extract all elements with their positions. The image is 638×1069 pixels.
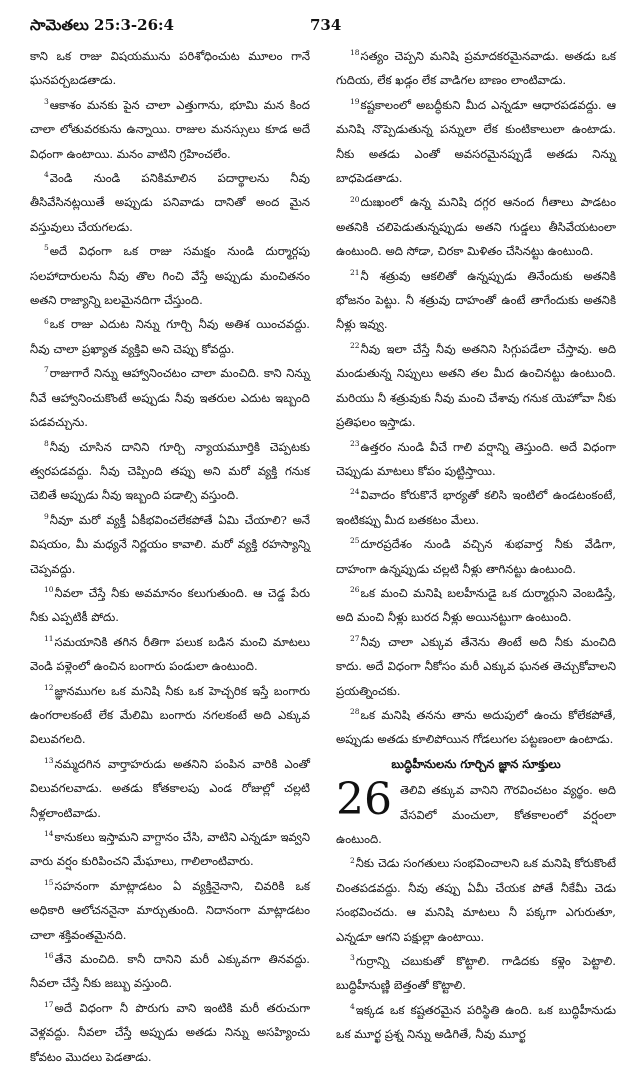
page-number: 734 bbox=[310, 16, 342, 34]
verse bbox=[336, 483, 616, 532]
chapter-25-continuation bbox=[336, 44, 616, 752]
verse-number: 17 bbox=[44, 999, 54, 1009]
verse-number: 22 bbox=[350, 341, 360, 351]
verse bbox=[30, 752, 310, 825]
verse-number: 14 bbox=[44, 829, 54, 839]
verse bbox=[30, 581, 310, 630]
verse-text: నీవు ఇలా చేస్తే నీవు అతనిని సిగ్గుపడేలా చేస్తావు. అది మండుతున్న నిప్పులు అతని తల మీద ఉంచినట్టు ఉంటుంది. మరియు నీ శత్రువుకు నీవు మంచి చేశావు గనుక యెహోవా నీకు ప్రతిఫలం ఇస్తాడు. bbox=[336, 341, 616, 430]
verse-text: గుర్రాన్ని చబుకుతో కొట్టాలి. గాడిదకు కళ్లెం పెట్టాలి. బుద్ధిహీనుణ్ణి బెత్తంతో కొట్టాలి. bbox=[336, 954, 616, 993]
verse-number: 15 bbox=[44, 877, 54, 887]
verse bbox=[336, 93, 616, 191]
verse bbox=[30, 630, 310, 679]
verse-number: 27 bbox=[350, 633, 360, 643]
verse-text: నీవు చూసిన దానిని గూర్చి న్యాయమూర్తికి చెప్పటకు త్వరపడవద్దు. నీవు చెప్పింది తప్పు అని మరో వ్యక్తి గనుక చెబితే అప్పుడు నీవు ఇబ్బంది పడాల్సి వస్తుంది. bbox=[30, 439, 310, 503]
verse-number: 16 bbox=[44, 951, 54, 961]
verse-text: నమ్మదగిన వార్తాహరుడు అతనిని పంపిన వారికి ఎంతో విలువగలవాడు. అతడు కోతకాలపు ఎండ రోజుల్లో చల్లటి నీళ్లలాంటివాడు. bbox=[30, 756, 310, 820]
verse-text: ఆకాశం మనకు పైన చాలా ఎత్తుగాను, భూమి మన కింద చాలా లోతువరకును ఉన్నాయి. రాజుల మనస్సులు కూడ అదే విధంగా ఉంటాయి. మనం వాటిని గ్రహించలేం. bbox=[30, 97, 310, 161]
verse-text: ఒక మనిషి తనను తాను అదుపులో ఉంచు కోలేకపోతే, అప్పుడు అతడు కూలిపోయిన గోడలుగల పట్టణంలా ఉంటాడు. bbox=[336, 707, 616, 747]
verse-number: 3 bbox=[44, 96, 49, 106]
verse bbox=[30, 996, 310, 1069]
verse-text: నీవలా చేస్తే నీకు అవమానం కలుగుతుంది. ఆ చెడ్డ పేరు నీకు ఎప్పటికీ పోదు. bbox=[30, 585, 310, 625]
verse-number: 21 bbox=[350, 267, 360, 277]
verse-number: 19 bbox=[350, 96, 360, 106]
verse-text: ఒక రాజు ఎదుట నిన్ను గూర్చి నీవు అతిశ యించవద్దు. నీవు చాలా ప్రఖ్యాత వ్యక్తివి అని చెప్పు కోవద్దు. bbox=[30, 317, 310, 356]
verse bbox=[30, 44, 310, 93]
verse-number: 20 bbox=[350, 194, 360, 204]
verse bbox=[30, 93, 310, 166]
verse bbox=[336, 264, 616, 337]
verse-number: 5 bbox=[44, 243, 49, 253]
verse-text: ఒక మంచి మనిషి బలహీనుడై ఒక దుర్మార్గుని వెంబడిస్తే, అది మంచి నీళ్లు బురద నీళ్లు అయినట్టుగా ఉంటుంది. bbox=[336, 585, 616, 625]
verse-number: 10 bbox=[44, 585, 54, 595]
verse bbox=[30, 166, 310, 239]
verse-number: 6 bbox=[44, 316, 49, 326]
verse bbox=[30, 361, 310, 434]
verse-text: కష్టకాలంలో అబద్ధీకుని మీద ఎన్నడూ ఆధారపడవద్దు. ఆ మనిషి నొప్పెడుతున్న పన్నులా లేక కుంటికాలులా ఉంటాడు. నీకు అతడు ఎంతో అవసరమైనప్పుడే అతడు నిన్ను బాధపెడతాడు. bbox=[336, 97, 616, 186]
verse bbox=[30, 679, 310, 752]
chapter-26-first-verse bbox=[336, 774, 616, 851]
verse-text: సమయానికి తగిన రీతిగా పలుక బడిన మంచి మాటలు వెండి పళ్లెంలో ఉంచిన బంగారు పండులా ఉంటుంది. bbox=[30, 634, 310, 674]
verse bbox=[30, 874, 310, 947]
verse bbox=[336, 998, 616, 1047]
verse-text: దుఃఖంలో ఉన్న మనిషి దగ్గర ఆనంద గీతాలు పాడటం అతనికి చలిపెడుతున్నప్పుడు అతని గుడ్డలు తీసివేయటంలా ఉంటుంది. అది సోడా, చిరకా మిళితం చేసినట్టు ఉంటుంది. bbox=[336, 195, 616, 259]
verse-text: రాజుగారే నిన్ను ఆహ్వానించటం చాలా మంచిది. కాని నిన్ను నీవే ఆహ్వానించుకొంటే అప్పుడు నీవు ఇతరుల ఎదుట ఇబ్బంది పడవచ్చును. bbox=[30, 366, 310, 430]
verse-number: 7 bbox=[44, 365, 49, 375]
verse-text: దూరప్రదేశం నుండి వచ్చిన శుభవార్త నీకు వేడిగా, దాహంగా ఉన్నప్పుడు చల్లటి నీళ్లు తాగినట్టు ఉంటుంది. bbox=[336, 537, 616, 576]
verse-text: ఇక్కడ ఒక కష్టతరమైన పరిస్థితి ఉంది. ఒక బుద్ధిహీనుడు ఒక మూర్ఖ ప్రశ్న నిన్ను అడిగితే, నీవు మూర్ఖ bbox=[336, 1002, 616, 1042]
verse-text: నీకు చెడు సంగతులు సంభవించాలని ఒక మనిషి కోరుకొంటే చింతపడవద్దు. నీవు తప్పు ఏమీ చేయక పోతే నీకేమీ చెడు సంభవించదు. ఆ మనిషి మాటలు నీ పక్కగా ఎగురుతూ, ఎన్నడూ ఆగని పక్షుల్లా ఉంటాయి. bbox=[336, 856, 616, 944]
verse-text: నీవు చాలా ఎక్కువ తేనెను తింటే అది నీకు మంచిది కాదు. అదే విధంగా నీకోసం మరీ ఎక్కువ ఘనత తెచ్చుకోవాలని ప్రయత్నించకు. bbox=[336, 634, 616, 698]
verse-number: 3 bbox=[350, 953, 355, 963]
page-header bbox=[30, 16, 616, 40]
verse bbox=[336, 581, 616, 630]
verse-number: 4 bbox=[44, 170, 49, 180]
verse bbox=[30, 239, 310, 312]
verse-text: నీవూ మరో వ్యక్తీ ఏకీభవించలేకపోతే ఏమి చేయాలి? అనే విషయం, మీ మధ్యనే నిర్ణయం కావాలి. మరో వ్యక్తి రహస్యాన్ని చెప్పవద్దు. bbox=[30, 512, 310, 576]
verse-number: 24 bbox=[350, 487, 360, 497]
chapter-26-verses bbox=[336, 851, 616, 1046]
verse-number: 4 bbox=[350, 1001, 355, 1011]
verse bbox=[30, 825, 310, 874]
verse bbox=[336, 532, 616, 581]
verse-text: సహనంగా మాట్లాడటం ఏ వ్యక్తినైనాని, చివరికి ఒక అధికారి ఆలోచననైనా మార్చుతుంది. నిదానంగా మాట్లాడటం చాలా శక్తివంతమైనది. bbox=[30, 878, 310, 942]
verse bbox=[336, 435, 616, 484]
text-columns bbox=[30, 44, 616, 1064]
verse-number: 23 bbox=[350, 438, 360, 448]
verse bbox=[336, 44, 616, 93]
verse bbox=[30, 435, 310, 508]
verse-text: అదే విధంగా ఒక రాజు సమక్షం నుండి దుర్మార్గపు సలహాదారులను నీవు తొల గించి వేస్తే అప్పుడు మంచితనం అతని రాజ్యాన్ని బలమైనదిగా చేస్తుంది. bbox=[30, 244, 310, 308]
verse-text: నీ శత్రువు ఆకలితో ఉన్నప్పుడు తినేందుకు అతనికి భోజనం పెట్టు. నీ శత్రువు దాహంతో ఉంటే తాగేందుకు అతనికి నీళ్లు ఇవ్వు. bbox=[336, 268, 616, 332]
verse-text: కాని ఒక రాజు విషయమును పరిశోధించుట మూలం గానే ఘనపర్చబడతాడు. bbox=[30, 49, 310, 88]
verse-text: తేనె మంచిది. కానీ దానిని మరీ ఎక్కువగా తినవద్దు. నీవలా చేస్తే నీకు జబ్బు వస్తుంది. bbox=[30, 952, 310, 991]
verse-number: 2 bbox=[350, 855, 355, 865]
verse-number: 12 bbox=[44, 682, 54, 692]
chapter-26-verse-1-text: తెలివి తక్కువ వానిని గౌరవించటం వ్యర్థం. అది వేసవిలో మంచులా, కోతకాలంలో వర్షంలా ఉంటుంది. bbox=[336, 783, 616, 846]
verse-text: వివాదం కోరుకొనే భార్యతో కలిసి ఇంటిలో ఉండటంకంటే, ఇంటికప్పు మీద బతకటం మేలు. bbox=[336, 488, 616, 527]
verse-number: 18 bbox=[350, 48, 360, 58]
chapter-number: 26 bbox=[336, 774, 392, 826]
verse bbox=[30, 508, 310, 581]
verse-number: 26 bbox=[350, 585, 360, 595]
running-head: సామెతలు 25:3-26:4 bbox=[30, 16, 174, 34]
verse-number: 8 bbox=[44, 438, 49, 448]
verse bbox=[30, 312, 310, 361]
verse-text: అదే విధంగా నీ పొరుగు వాని ఇంటికి మరీ తరుచుగా వెళ్లవద్దు. నీవలా చేస్తే అప్పుడు అతడు నిన్ను అసహ్యించు కోవటం మొదలు పెడతాడు. bbox=[30, 1000, 310, 1064]
verse bbox=[336, 337, 616, 435]
verse-text: జ్ఞానముగల ఒక మనిషి నీకు ఒక హెచ్చరిక ఇస్తే బంగారు ఉంగరాలకంటే లేక మేలిమి బంగారు నగలకంటే అది ఎక్కువ విలువగలది. bbox=[30, 683, 310, 747]
left-column bbox=[30, 44, 310, 1064]
verse-number: 13 bbox=[44, 755, 54, 765]
verse bbox=[336, 630, 616, 703]
verse bbox=[336, 851, 616, 949]
verse bbox=[30, 947, 310, 996]
verse-text: వెండి నుండి పనికిమాలిన పదార్థాలను నీవు తీసివేసినట్లయితే అప్పుడు పనివాడు దానితో అంద మైన వస్తువులు చేయగలడు. bbox=[30, 171, 310, 234]
verse-number: 9 bbox=[44, 511, 49, 521]
chapter-26-heading: బుద్ధిహీనులను గూర్చిన జ్ఞాన సూక్తులు bbox=[391, 756, 561, 771]
verse bbox=[336, 190, 616, 263]
verse-text: ఉత్తరం నుండి వీచే గాలి వర్షాన్ని తెస్తుంది. అదే విధంగా చెప్పుడు మాటలు కోపం పుట్టిస్తాయి. bbox=[336, 439, 616, 478]
verse-number: 11 bbox=[44, 633, 54, 643]
right-column bbox=[336, 44, 616, 1042]
verse-number: 28 bbox=[350, 707, 360, 717]
verse bbox=[336, 703, 616, 752]
verse bbox=[336, 949, 616, 998]
verse-text: కానుకలు ఇస్తామని వాగ్దానం చేసి, వాటిని ఎన్నడూ ఇవ్వని వారు వర్షం కురిపించని మేఘాలు, గాలిలాంటివారు. bbox=[30, 830, 310, 869]
verse-number: 25 bbox=[350, 536, 360, 546]
verse-text: సత్యం చెప్పని మనిషి ప్రమాదకరమైనవాడు. అతడు ఒక గుదియ, లేక ఖడ్గం లేక వాడిగల బాణం లాంటివాడు. bbox=[336, 49, 616, 88]
